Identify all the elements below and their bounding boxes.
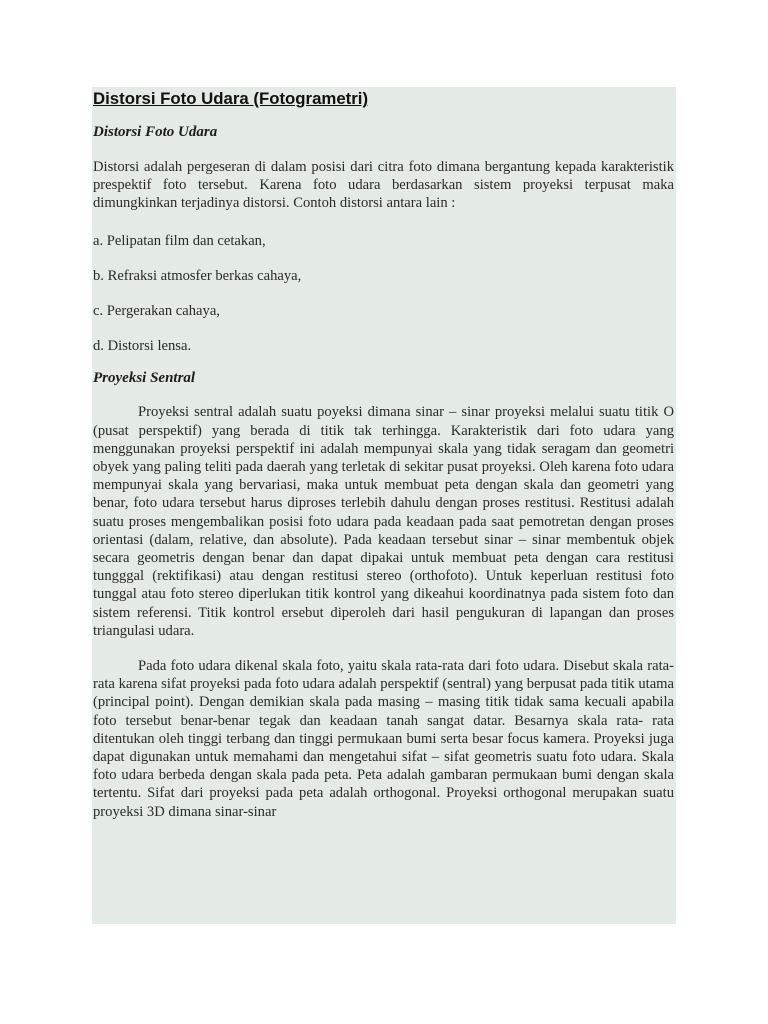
document-content <box>93 87 674 821</box>
section-heading-proyeksi: Proyeksi Sentral <box>93 370 196 387</box>
list-item-a: a. Pelipatan film dan cetakan, <box>93 232 266 249</box>
proyeksi-paragraph-2: Pada foto udara dikenal skala foto, yaitu skala rata-rata dari foto udara. Disebut skala rata-rata karena sifat proyeksi pada foto udara adalah perspektif (sentral) yang berpusat pada titik utama (principal point). Dengan demikian skala pada masing – masing titik tidak sama kecuali apabila foto tersebut benar-benar tegak dan keadaan tanah sangat datar. Besarnya skala rata- rata ditentukan oleh tinggi terbang dan tinggi permukaan bumi serta besar focus kamera. Proyeksi juga dapat digunakan untuk memahami dan mengetahui sifat – sifat geometris suatu foto udara. Skala foto udara berbeda dengan skala pada peta. Peta adalah gambaran permukaan bumi dengan skala tertentu. Sifat dari proyeksi pada peta adalah orthogonal. Proyeksi orthogonal merupakan suatu proyeksi 3D dimana sinar-sinar <box>93 658 674 820</box>
proyeksi-paragraph-1: Proyeksi sentral adalah suatu poyeksi dimana sinar – sinar proyeksi melalui suatu titik O (pusat perspektif) yang berada di titik tak terhingga. Karakteristik dari foto udara yang menggunakan proyeksi perspektif ini adalah mempunyai skala yang tidak seragam dan geometri obyek yang paling teliti pada daerah yang terletak di sekitar pusat proyeksi. Oleh karena foto udara mempunyai skala yang bervariasi, maka untuk membuat peta dengan skala dan geometri yang benar, foto udara tersebut harus diproses terlebih dahulu dengan proses restitusi. Restitusi adalah suatu proses mengembalikan posisi foto udara pada keadaan pada saat pemotretan dengan proses orientasi (dalam, relative, dan absolute). Pada keadaan tersebut sinar – sinar membentuk objek secara geometris dengan benar dan dapat dipakai untuk membuat peta dengan cara restitusi tungggal (rektifikasi) atau dengan restitusi stereo (orthofoto). Untuk keperluan restitusi foto tunggal atau foto stereo diperlukan titik kontrol yang dikeahui koordinatnya pada sistem foto dan sistem referensi. Titik kontrol ersebut diperoleh dari hasil pengukuran di lapangan dan proses triangulasi udara. <box>93 404 674 639</box>
document-title: Distorsi Foto Udara (Fotogrametri) <box>93 89 369 108</box>
intro-paragraph: Distorsi adalah pergeseran di dalam posisi dari citra foto dimana bergantung kepada karakteristik prespektif foto tersebut. Karena foto udara berdasarkan sistem proyeksi terpusat maka dimungkinkan terjadinya distorsi. Contoh distorsi antara lain : <box>93 159 674 212</box>
list-item-c: c. Pergerakan cahaya, <box>93 303 220 320</box>
section-heading-distorsi: Distorsi Foto Udara <box>93 124 218 140</box>
list-item-b: b. Refraksi atmosfer berkas cahaya, <box>93 267 302 284</box>
list-item-d: d. Distorsi lensa. <box>93 338 192 355</box>
